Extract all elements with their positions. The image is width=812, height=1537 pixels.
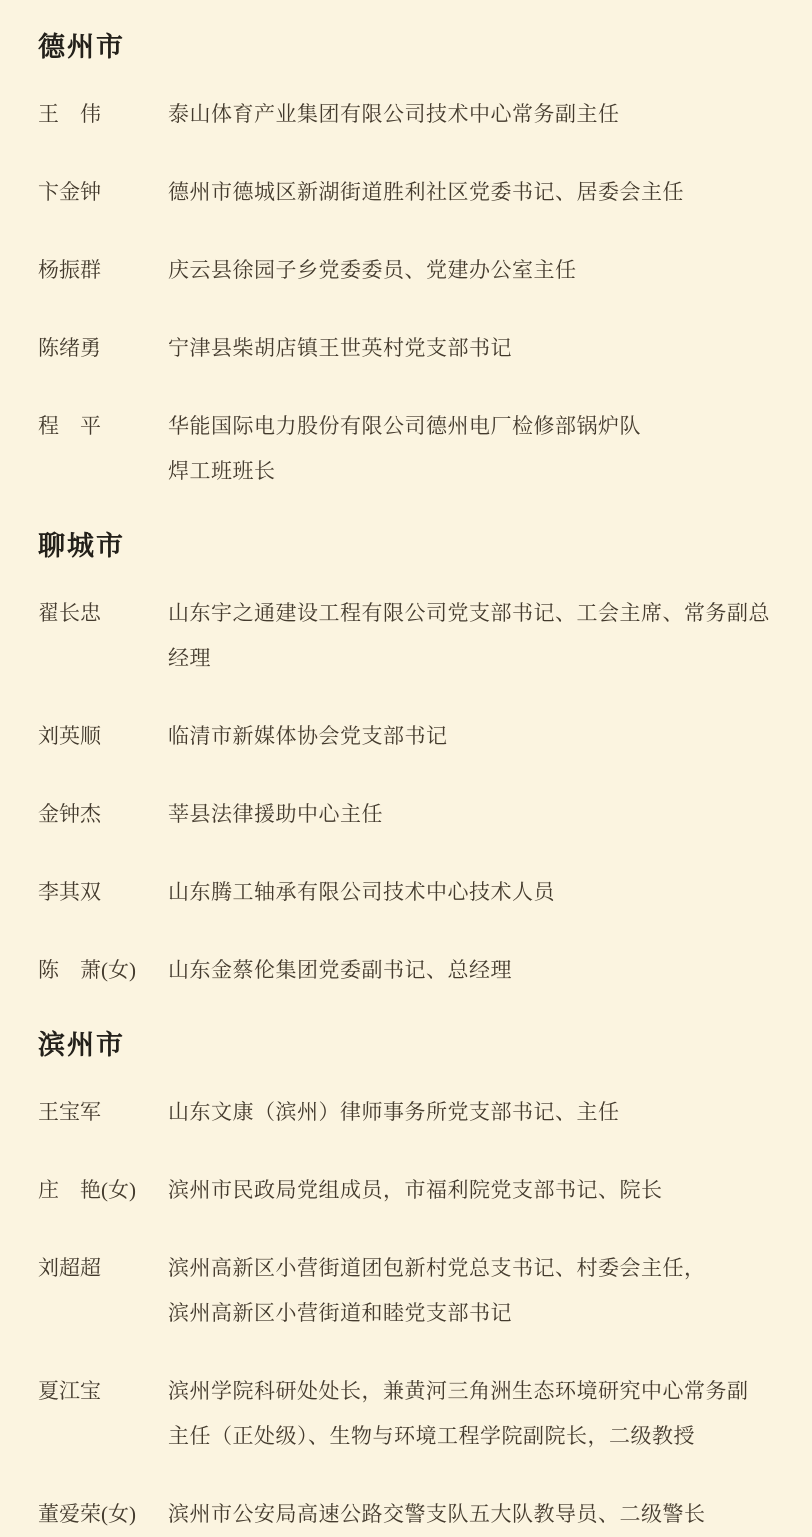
- title-line: 临清市新媒体协会党支部书记: [168, 724, 448, 748]
- title-line: 宁津县柴胡店镇王世英村党支部书记: [168, 336, 512, 360]
- honoree-name: 王 伟: [38, 102, 101, 126]
- title-line: 焊工班班长: [168, 459, 276, 483]
- honoree-name: 庄 艳(女): [38, 1178, 136, 1202]
- honoree-name: 翟长忠: [38, 601, 101, 625]
- honoree-row: [38, 1246, 784, 1336]
- honoree-row: [38, 326, 784, 371]
- honoree-name: 陈绪勇: [38, 336, 101, 360]
- honoree-name: 程 平: [38, 414, 101, 438]
- section-liaocheng: [38, 527, 784, 993]
- honoree-title: [168, 1090, 784, 1135]
- title-line: 滨州高新区小营街道团包新村党总支书记、村委会主任，: [168, 1256, 706, 1280]
- honoree-row: [38, 591, 784, 681]
- honoree-title: [168, 92, 784, 137]
- honoree-title: [168, 248, 784, 293]
- honoree-row: [38, 1168, 784, 1213]
- title-line: 滨州市公安局高速公路交警支队五大队教导员、二级警长: [168, 1502, 706, 1526]
- section-dezhou: [38, 28, 784, 494]
- honoree-name: 卞金钟: [38, 180, 101, 204]
- honoree-title: [168, 404, 784, 494]
- honoree-name: 刘超超: [38, 1256, 101, 1280]
- honoree-name: 夏江宝: [38, 1379, 101, 1403]
- title-line: 莘县法律援助中心主任: [168, 802, 383, 826]
- honoree-row: [38, 1369, 784, 1459]
- title-line: 山东宇之通建设工程有限公司党支部书记、工会主席、常务副总经理: [168, 601, 770, 670]
- honoree-name: 李其双: [38, 880, 101, 904]
- title-line: 滨州学院科研处处长，兼黄河三角洲生态环境研究中心常务副: [168, 1379, 749, 1403]
- honoree-name: 王宝军: [38, 1100, 101, 1124]
- honoree-row: [38, 870, 784, 915]
- honoree-row: [38, 170, 784, 215]
- honoree-title: [168, 1168, 784, 1213]
- city-header-liaocheng: 聊城市: [38, 531, 125, 561]
- title-line: 德州市德城区新湖街道胜利社区党委书记、居委会主任: [168, 180, 684, 204]
- honoree-name: 金钟杰: [38, 802, 101, 826]
- honoree-name: 杨振群: [38, 258, 101, 282]
- city-header-dezhou: 德州市: [38, 32, 125, 62]
- title-line: 山东文康（滨州）律师事务所党支部书记、主任: [168, 1100, 620, 1124]
- honoree-row: [38, 404, 784, 494]
- honoree-title: [168, 326, 784, 371]
- honoree-row: [38, 92, 784, 137]
- title-line: 泰山体育产业集团有限公司技术中心常务副主任: [168, 102, 620, 126]
- honoree-title: [168, 714, 784, 759]
- honoree-title: [168, 170, 784, 215]
- honoree-name: 刘英顺: [38, 724, 101, 748]
- honoree-title: [168, 870, 784, 915]
- honoree-title: [168, 1492, 784, 1537]
- honoree-row: [38, 948, 784, 993]
- honoree-title: [168, 948, 784, 993]
- section-binzhou: [38, 1026, 784, 1537]
- title-line: 滨州高新区小营街道和睦党支部书记: [168, 1301, 512, 1325]
- title-line: 主任（正处级）、生物与环境工程学院副院长，二级教授: [168, 1424, 695, 1448]
- honoree-row: [38, 1492, 784, 1537]
- honoree-title: [168, 591, 784, 681]
- honoree-title: [168, 1246, 784, 1336]
- honoree-row: [38, 248, 784, 293]
- title-line: 山东金蔡伦集团党委副书记、总经理: [168, 958, 512, 982]
- honoree-title: [168, 1369, 784, 1459]
- honoree-row: [38, 792, 784, 837]
- honoree-name: 陈 萧(女): [38, 958, 136, 982]
- city-header-binzhou: 滨州市: [38, 1030, 125, 1060]
- title-line: 滨州市民政局党组成员，市福利院党支部书记、院长: [168, 1178, 663, 1202]
- title-line: 山东腾工轴承有限公司技术中心技术人员: [168, 880, 555, 904]
- honoree-name: 董爱荣(女): [38, 1502, 136, 1526]
- honoree-row: [38, 714, 784, 759]
- honoree-title: [168, 792, 784, 837]
- title-line: 庆云县徐园子乡党委委员、党建办公室主任: [168, 258, 577, 282]
- honoree-row: [38, 1090, 784, 1135]
- title-line: 华能国际电力股份有限公司德州电厂检修部锅炉队: [168, 414, 641, 438]
